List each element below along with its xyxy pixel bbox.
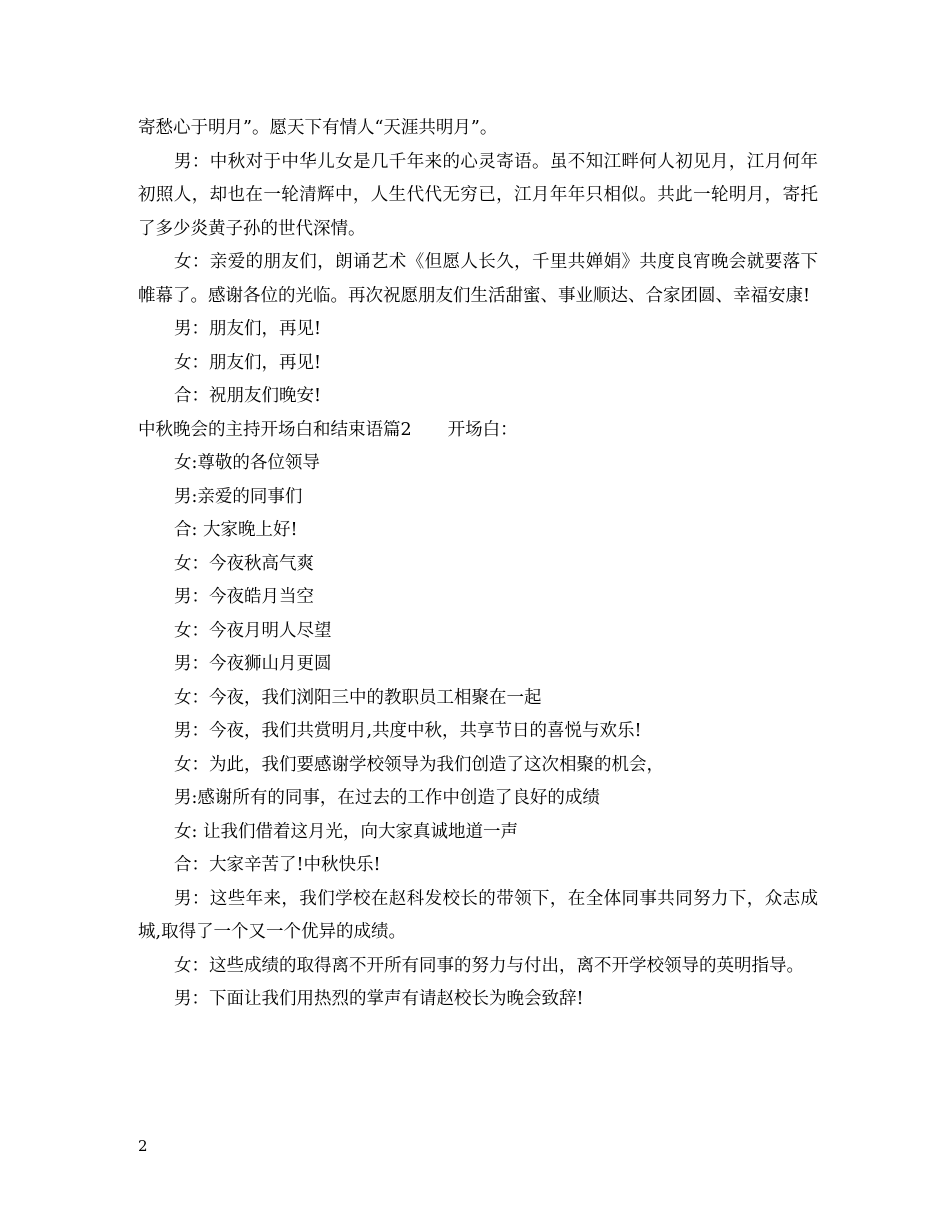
paragraph: 女: 让我们借着这月光，向大家真诚地道一声 [174, 821, 518, 842]
paragraph: 合：祝朋友们晚安! [174, 386, 322, 406]
paragraph: 女：为此，我们要感谢学校领导为我们创造了这次相聚的机会， [174, 754, 664, 775]
paragraph: 男：朋友们，再见! [174, 319, 322, 339]
paragraph: 女:尊敬的各位领导 [174, 453, 320, 473]
paragraph: 男：这些年来，我们学校在赵科发校长的带领下，在全体同事共同努力下，众志成城,取得了一个又一个优异的成绩。 [138, 888, 818, 942]
paragraph: 女：今夜月明人尽望 [174, 620, 332, 641]
paragraph: 女：今夜，我们浏阳三中的教职员工相聚在一起 [174, 687, 542, 708]
paragraph: 男：中秋对于中华儿女是几千年来的心灵寄语。虽不知江畔何人初见月，江月何年初照人，却也在一轮清辉中，人生代代无穷已，江月年年只相似。共此一轮明月，寄托了多少炎黄子孙的世代深情。 [138, 151, 818, 239]
paragraph: 女：今夜秋高气爽 [174, 553, 314, 574]
paragraph-group-ending [138, 112, 818, 414]
section-heading [138, 414, 818, 448]
section-subtitle: 开场白： [447, 419, 518, 440]
paragraph: 女：亲爱的朋友们，朗诵艺术《但愿人长久，千里共婵娟》共度良宵晚会就要落下帷幕了。感谢各位的光临。再次祝愿朋友们生活甜蜜、事业顺达、合家团圆、幸福安康! [138, 252, 818, 306]
paragraph: 合: 大家晚上好! [174, 520, 298, 540]
paragraph: 寄愁心于明月”。愿天下有情人“天涯共明月”。 [138, 118, 498, 138]
paragraph: 男:感谢所有的同事，在过去的工作中创造了良好的成绩 [174, 788, 600, 808]
paragraph-group-opening [138, 447, 818, 1017]
paragraph: 男：今夜皓月当空 [174, 587, 314, 607]
paragraph: 男:亲爱的同事们 [174, 486, 303, 507]
paragraph: 男：今夜，我们共赏明月,共度中秋，共享节日的喜悦与欢乐! [174, 721, 642, 741]
paragraph: 合：大家辛苦了!中秋快乐! [174, 855, 381, 875]
paragraph: 女：这些成绩的取得离不开所有同事的努力与付出，离不开学校领导的英明指导。 [174, 955, 804, 976]
page-number: 2 [138, 1137, 148, 1155]
paragraph: 女：朋友们，再见! [174, 352, 322, 373]
document-body [138, 112, 818, 1017]
paragraph: 男：下面让我们用热烈的掌声有请赵校长为晚会致辞! [174, 989, 584, 1009]
paragraph: 男：今夜狮山月更圆 [174, 654, 332, 674]
section-title: 中秋晚会的主持开场白和结束语篇2 [138, 419, 412, 440]
